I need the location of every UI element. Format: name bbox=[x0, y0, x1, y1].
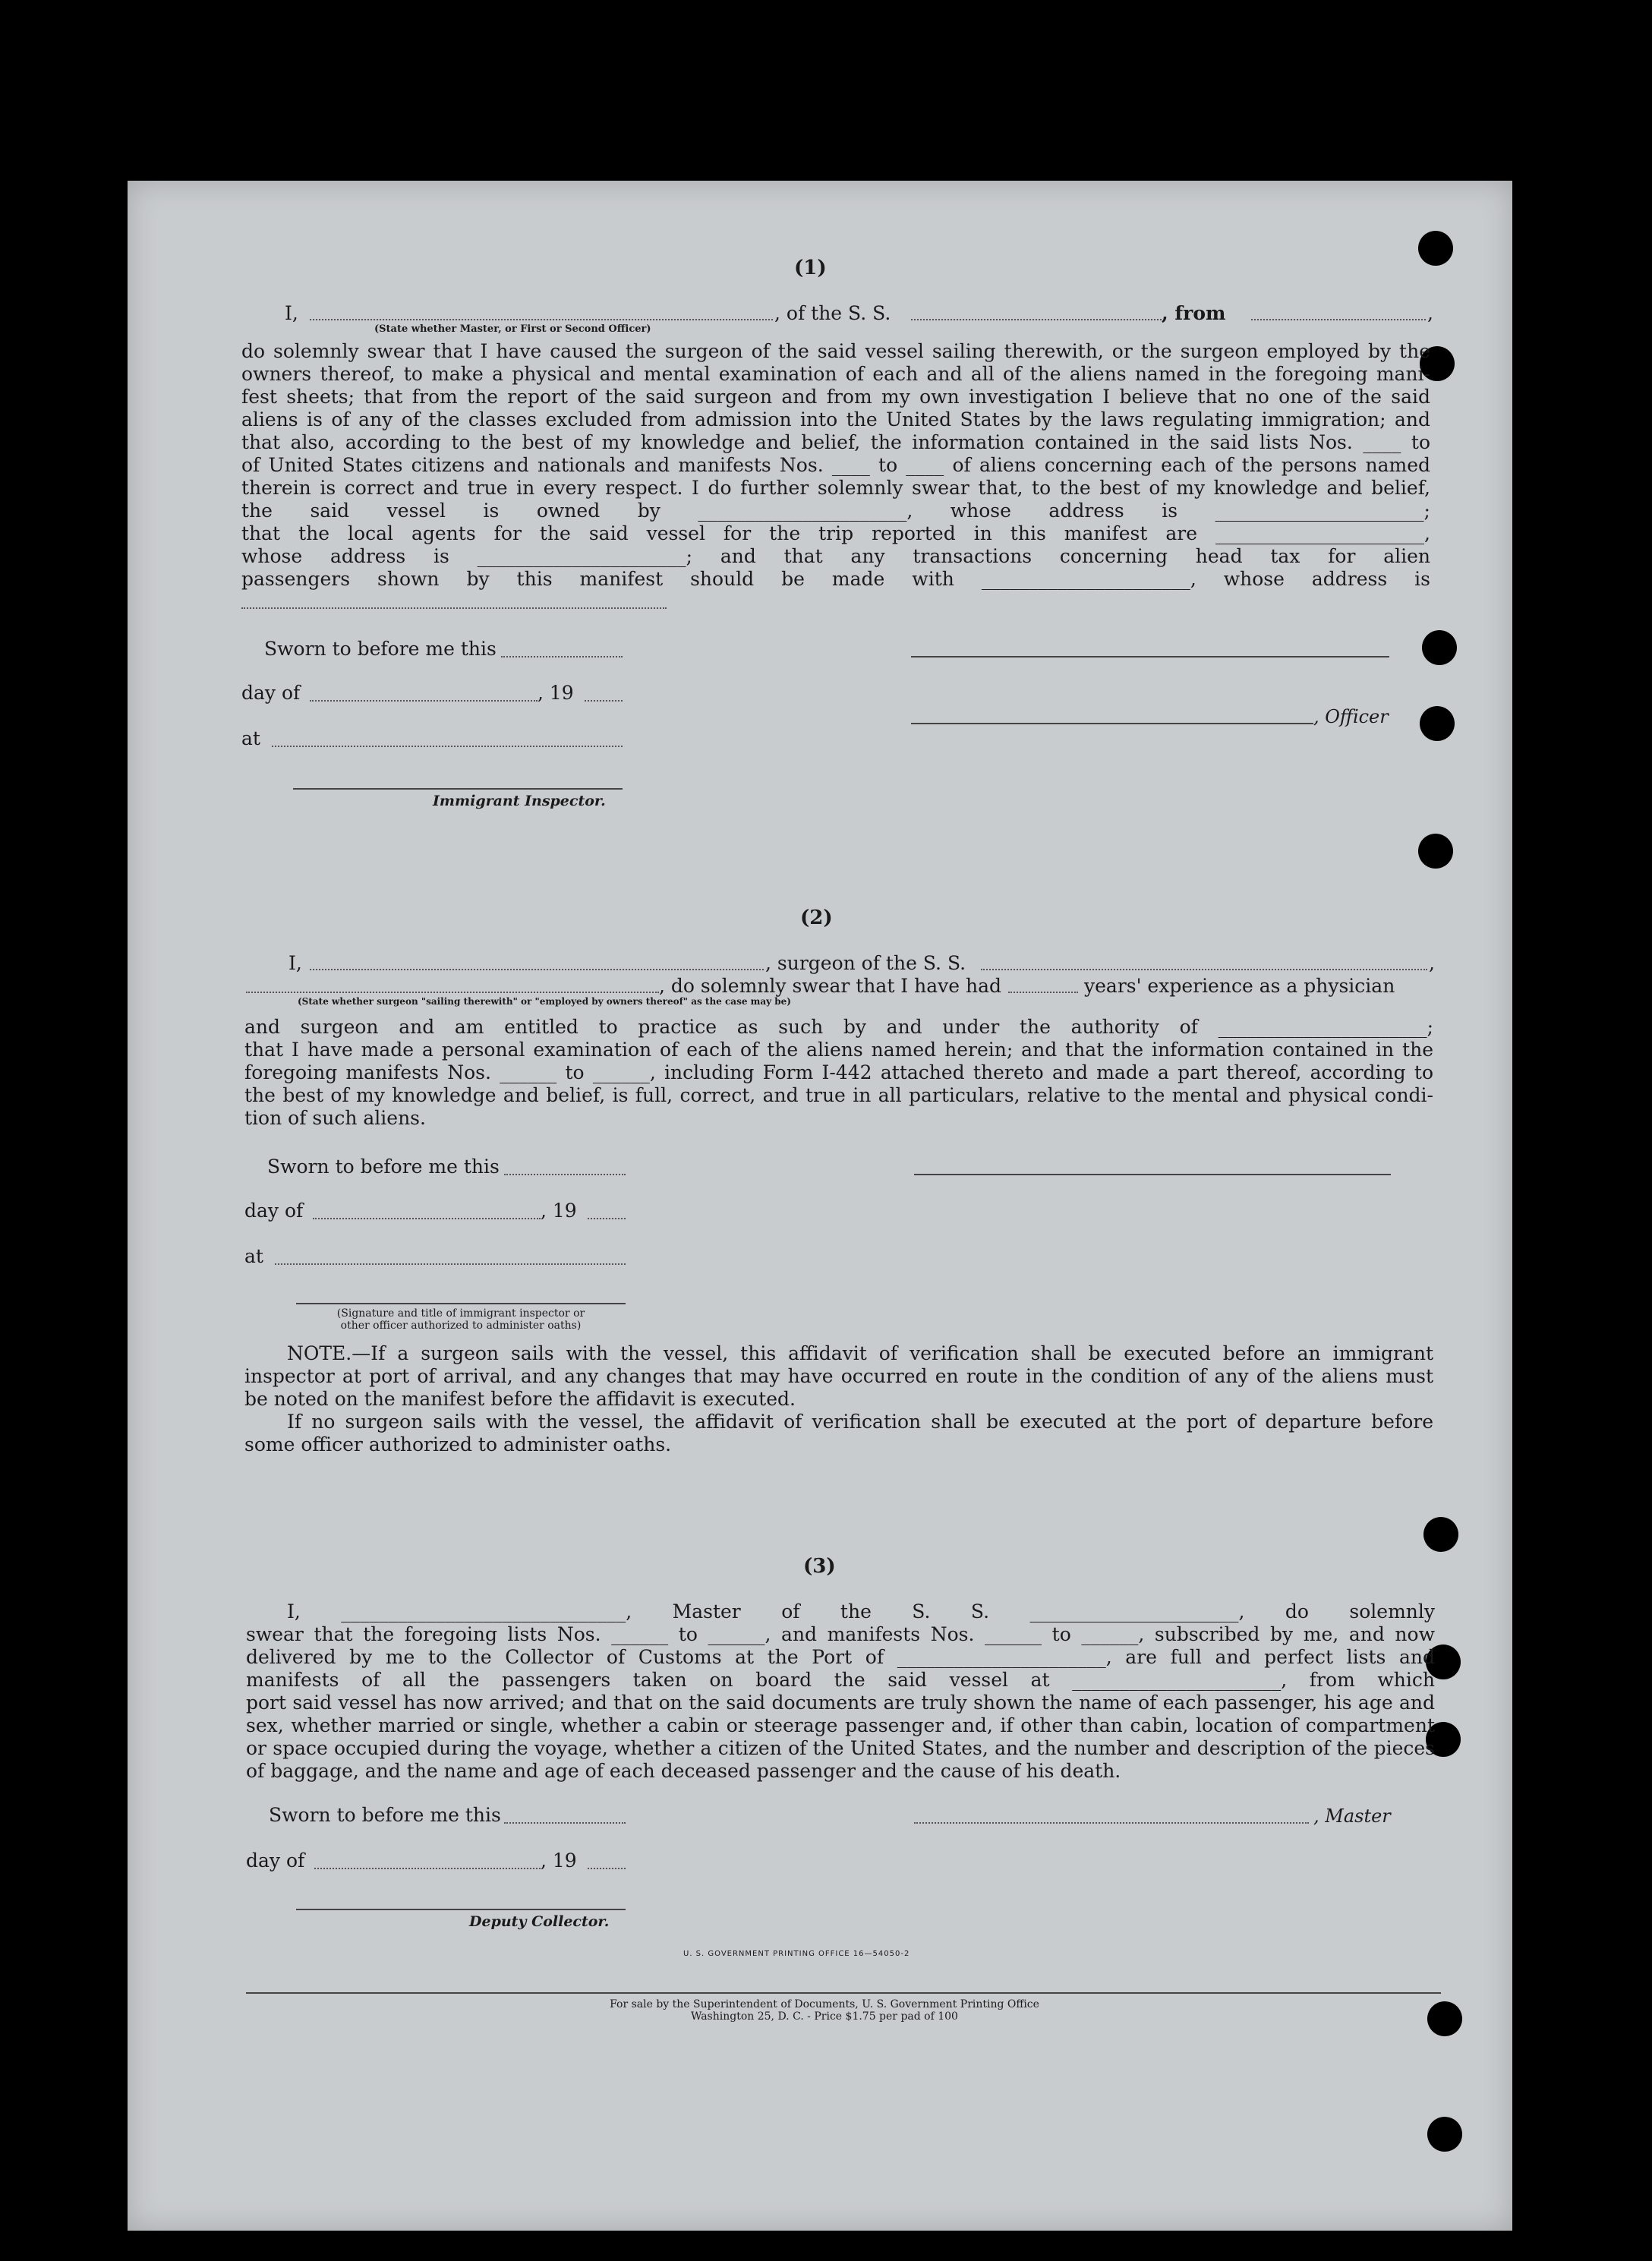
sworn-date-field[interactable] bbox=[504, 1174, 626, 1175]
at-label: at bbox=[241, 727, 260, 749]
signature-note: (Signature and title of immigrant inspector or bbox=[336, 1307, 585, 1320]
year-field[interactable] bbox=[588, 1218, 626, 1219]
surgeon-signature-line[interactable] bbox=[914, 1174, 1391, 1175]
oath-line-end: , bbox=[1427, 302, 1433, 324]
binder-hole bbox=[1427, 2001, 1462, 2036]
oath-line-from: , from bbox=[1162, 302, 1226, 324]
day-of-label: day of bbox=[246, 1849, 305, 1872]
at-label: at bbox=[244, 1245, 263, 1267]
sworn-date-field[interactable] bbox=[501, 656, 623, 657]
surgeon-status-field[interactable] bbox=[246, 992, 659, 993]
surgeon-line-end: , bbox=[1429, 952, 1435, 974]
officer-label: , Officer bbox=[1313, 706, 1389, 727]
surgeon-line2-b: years' experience as a physician bbox=[1084, 975, 1395, 997]
surgeon-line2-a: , do solemnly swear that I have had bbox=[659, 975, 1002, 997]
binder-hole bbox=[1422, 630, 1457, 665]
sworn-label: Sworn to before me this bbox=[264, 638, 497, 660]
printing-office-imprint: U. S. GOVERNMENT PRINTING OFFICE 16—54050-2 bbox=[683, 1950, 910, 1958]
surgeon-vessel-field[interactable] bbox=[981, 969, 1427, 970]
year-label: , 19 bbox=[541, 1849, 577, 1872]
oath-body: do solemnly swear that I have caused the surgeon of the said vessel sailing therewith, or the surgeon employed by the owners thereof, to make a physical and mental examination of each and all of the aliens named in the foregoing mani- fest sheets; that from the report of the said surgeon and from my own investigation I believe that no one of the said aliens is of any of the classes excluded from admission into the United States by the laws regulating immigration; and that also, according to the best of my knowledge and belief, the information contained in the said lists Nos. ____ to of United States citizens and nationals and manifests Nos. ____ to ____ of aliens concerning each of the persons named therein is correct and true in every respect. I do further solemnly swear that, to the best of my knowledge and belief, the said vessel is owned by ______________________, whose address is ______________________; that the local agents for the said vessel for the trip reported in this manifest are ______________________, whose address is ______________________; and that any transactions concerning head tax for alien passengers shown by this manifest should be made with ______________________, whose address is bbox=[241, 340, 1430, 590]
master-label: , Master bbox=[1313, 1805, 1391, 1827]
section-number: (3) bbox=[803, 1555, 836, 1578]
vessel-field[interactable] bbox=[911, 319, 1162, 320]
section-number: (2) bbox=[800, 907, 833, 929]
surgeon-name-field[interactable] bbox=[310, 969, 764, 970]
year-label: , 19 bbox=[538, 682, 574, 704]
sworn-label: Sworn to before me this bbox=[267, 1156, 500, 1178]
surgeon-body: and surgeon and am entitled to practice as such by and under the authority of ______________________; that I have made a personal examination of each of the aliens named herein; and that the information contained in the foregoing manifests Nos. ______ to ______, including Form I-442 attached thereto and made a part thereof, according to the best of my knowledge and belief, is full, correct, and true in all particulars, relative to the mental and physical condi- tion of such aliens. bbox=[244, 1016, 1433, 1129]
binder-hole bbox=[1427, 2117, 1462, 2152]
binder-hole bbox=[1418, 834, 1453, 869]
inspector-signature-line[interactable] bbox=[293, 788, 623, 790]
binder-hole bbox=[1418, 231, 1453, 266]
binder-hole bbox=[1423, 1517, 1458, 1552]
oath-line-start: I, bbox=[285, 302, 298, 324]
day-of-field[interactable] bbox=[310, 700, 538, 702]
at-field[interactable] bbox=[275, 1263, 626, 1265]
collector-label: Deputy Collector. bbox=[469, 1913, 610, 1930]
sworn-date-field[interactable] bbox=[504, 1822, 626, 1824]
inspector-label: Immigrant Inspector. bbox=[433, 793, 606, 809]
footer-divider bbox=[246, 1992, 1441, 1994]
oath-line-mid: , of the S. S. bbox=[774, 302, 891, 324]
collector-signature-line[interactable] bbox=[296, 1909, 626, 1910]
signature-line[interactable] bbox=[911, 656, 1389, 657]
year-label: , 19 bbox=[541, 1200, 577, 1222]
signature-note: other officer authorized to administer oaths) bbox=[340, 1320, 582, 1332]
section-number: (1) bbox=[794, 257, 827, 279]
day-of-label: day of bbox=[241, 682, 301, 704]
surgeon-line-mid: , surgeon of the S. S. bbox=[765, 952, 966, 974]
binder-hole bbox=[1420, 706, 1455, 741]
year-field[interactable] bbox=[585, 700, 623, 702]
year-field[interactable] bbox=[588, 1868, 626, 1869]
inspector-signature-line[interactable] bbox=[296, 1303, 626, 1304]
day-of-label: day of bbox=[244, 1200, 304, 1222]
footer-sale-info: For sale by the Superintendent of Documents, U. S. Government Printing Office bbox=[610, 1998, 1039, 2010]
surgeon-subnote: (State whether surgeon "sailing therewith" or "employed by owners thereof" as the case may be) bbox=[298, 996, 791, 1007]
note-paragraph: NOTE.—If a surgeon sails with the vessel, this affidavit of verification shall be executed before an immigrant inspector at port of arrival, and any changes that may have occurred en route in the condition of any of the aliens must be noted on the manifest before the affidavit is executed. If no surgeon sails with the vessel, the affidavit of verification shall be executed at the port of departure before some officer authorized to administer oaths. bbox=[244, 1342, 1433, 1455]
rank-subnote: (State whether Master, or First or Second Officer) bbox=[374, 323, 651, 335]
at-field[interactable] bbox=[272, 746, 623, 747]
from-field[interactable] bbox=[1251, 319, 1426, 320]
years-field[interactable] bbox=[1008, 992, 1078, 993]
footer-price-info: Washington 25, D. C. - Price $1.75 per pad of 100 bbox=[691, 2010, 958, 2023]
surgeon-line-start: I, bbox=[288, 952, 302, 974]
form-page bbox=[128, 181, 1512, 2231]
master-signature-field[interactable] bbox=[914, 1822, 1309, 1824]
name-field[interactable] bbox=[310, 319, 773, 320]
officer-signature-line[interactable] bbox=[911, 723, 1313, 724]
master-body: I, ______________________________, Master of the S. S. ______________________, do solemnly swear that the foregoing lists Nos. ______ to ______, and manifests Nos. ______ to ______, subscribed by me, and now delivered by me to the Collector of Customs at the Port of ______________________, are full and perfect lists and manifests of all the passengers taken on board the said vessel at ______________________, from which port said vessel has now arrived; and that on the said documents are truly shown the name of each passenger, his age and sex, whether married or single, whether a cabin or steerage passenger and, if other than cabin, location of compartment or space occupied during the voyage, whether a citizen of the United States, and the number and description of the pieces of baggage, and the name and age of each deceased passenger and the cause of his death. bbox=[246, 1600, 1435, 1782]
address-field[interactable] bbox=[241, 607, 667, 609]
sworn-label: Sworn to before me this bbox=[269, 1804, 501, 1826]
day-of-field[interactable] bbox=[314, 1868, 541, 1869]
day-of-field[interactable] bbox=[313, 1218, 541, 1219]
